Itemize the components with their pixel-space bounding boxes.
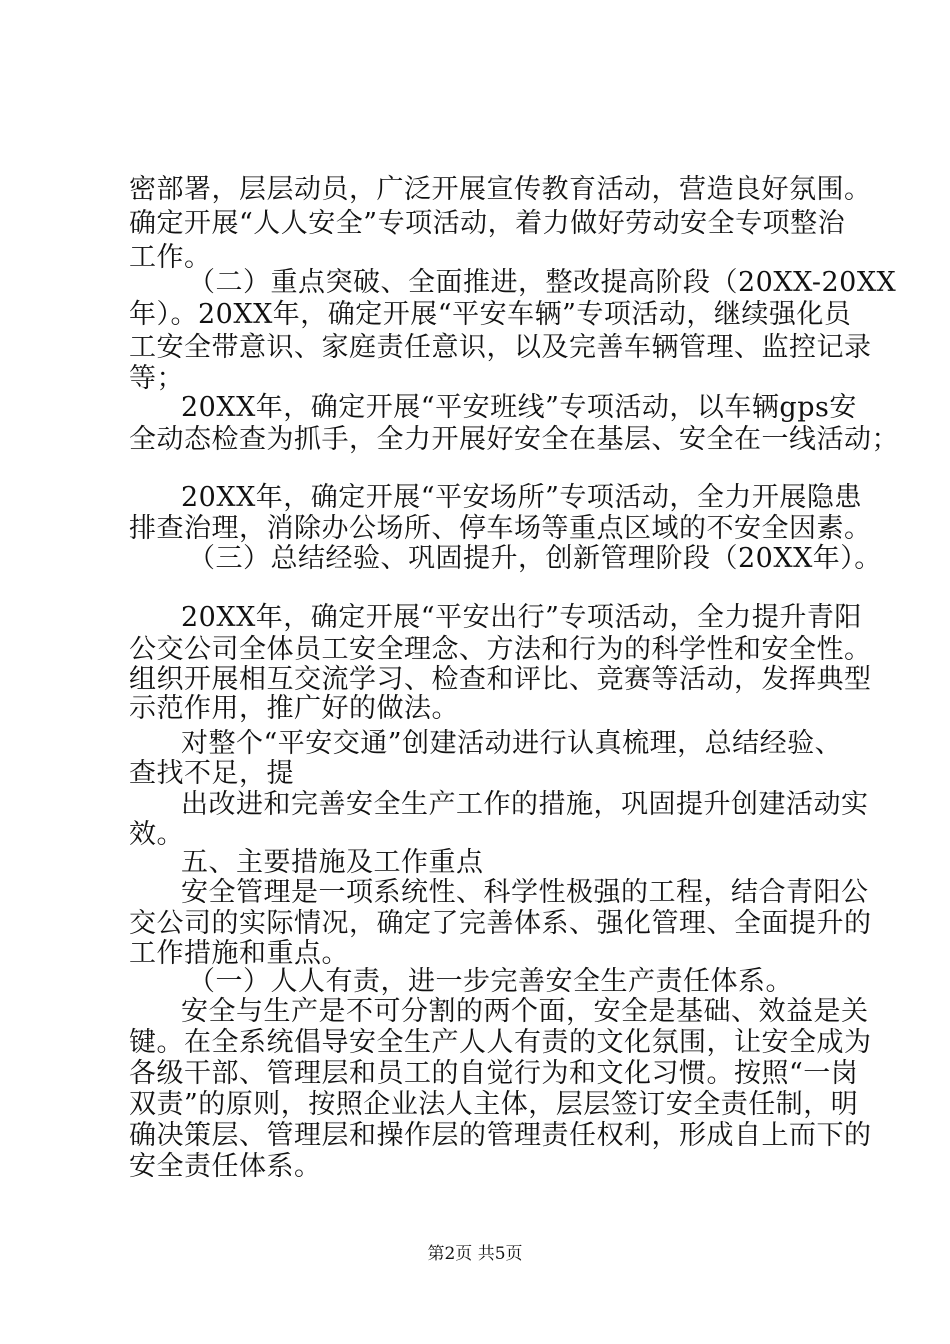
body-text-line: 20XX年，确定开展“平安场所”专项活动，全力开展隐患 [181, 482, 862, 513]
body-text-line: 交公司的实际情况，确定了完善体系、强化管理、全面提升的 [129, 908, 872, 939]
section-heading: （二）重点突破、全面推进，整改提高阶段（20XX-20XX [188, 267, 897, 298]
page-footer: 第2页 共5页 [427, 1244, 523, 1264]
body-text-line: 20XX年，确定开展“平安班线”专项活动，以车辆gps安 [181, 392, 857, 423]
body-text-line: 工安全带意识、家庭责任意识，以及完善车辆管理、监控记录 [129, 332, 872, 363]
body-text-line: 工作措施和重点。 [129, 938, 349, 969]
body-text-line: 组织开展相互交流学习、检查和评比、竞赛等活动，发挥典型 [129, 664, 872, 695]
body-text-line: 确决策层、管理层和操作层的管理责任权利，形成自上而下的 [129, 1120, 872, 1151]
section-heading: （一）人人有责，进一步完善安全生产责任体系。 [188, 966, 793, 997]
body-text-line: 安全责任体系。 [129, 1151, 322, 1182]
body-text-line: 安全管理是一项系统性、科学性极强的工程，结合青阳公 [181, 877, 869, 908]
body-text-line: 对整个“平安交通”创建活动进行认真梳理，总结经验、 [181, 728, 843, 759]
body-text-line: 示范作用，推广好的做法。 [129, 693, 459, 724]
body-text-line: 等； [129, 363, 184, 394]
body-text-line: 年）。20XX年，确定开展“平安车辆”专项活动，继续强化员 [129, 299, 852, 330]
body-text-line: 各级干部、管理层和员工的自觉行为和文化习惯。按照“一岗 [129, 1058, 859, 1089]
body-text-line: 查找不足，提 [129, 758, 294, 789]
section-heading: 五、主要措施及工作重点 [181, 847, 484, 878]
body-text-line: 效。 [129, 819, 184, 850]
body-text-line: 20XX年，确定开展“平安出行”专项活动，全力提升青阳 [181, 602, 862, 633]
body-text-line: 公交公司全体员工安全理念、方法和行为的科学性和安全性。 [129, 634, 872, 665]
body-text-line: 出改进和完善安全生产工作的措施，巩固提升创建活动实 [181, 789, 869, 820]
body-text-line: 键。在全系统倡导安全生产人人有责的文化氛围，让安全成为 [129, 1027, 872, 1058]
body-text-line: 双责”的原则，按照企业法人主体，层层签订安全责任制，明 [129, 1089, 859, 1120]
body-text-line: 全动态检查为抓手，全力开展好安全在基层、安全在一线活动； [129, 424, 899, 455]
body-text-line: 排查治理，消除办公场所、停车场等重点区域的不安全因素。 [129, 513, 872, 544]
section-heading: （三）总结经验、巩固提升，创新管理阶段（20XX年）。 [188, 543, 882, 574]
body-text-line: 安全与生产是不可分割的两个面，安全是基础、效益是关 [181, 996, 869, 1027]
body-text-line: 密部署，层层动员，广泛开展宣传教育活动，营造良好氛围。 [129, 174, 872, 205]
body-text-line: 工作。 [129, 242, 212, 273]
body-text-line: 确定开展“人人安全”专项活动，着力做好劳动安全专项整治 [129, 208, 846, 239]
